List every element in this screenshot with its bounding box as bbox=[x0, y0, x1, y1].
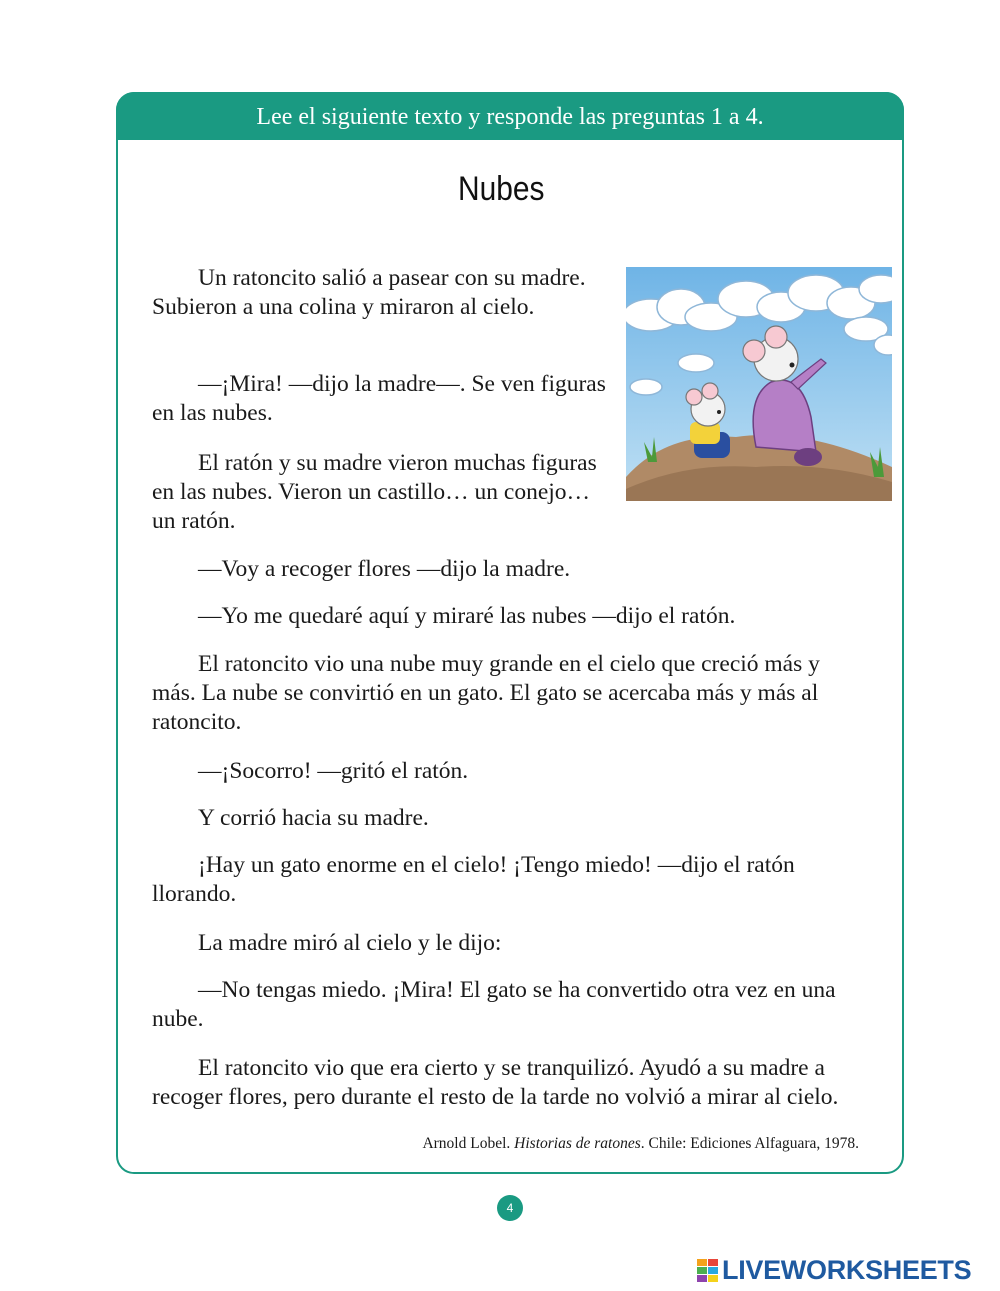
story-paragraph: El ratoncito vio que era cierto y se tranquilizó. Ayudó a su madre a recoger flores, pero durante el resto de la tarde no volvió a mirar al cielo. bbox=[152, 1055, 839, 1110]
story-paragraph: —Yo me quedaré aquí y miraré las nubes —dijo el ratón. bbox=[198, 603, 736, 629]
citation-publisher: . Chile: Ediciones Alfaguara, 1978. bbox=[640, 1135, 859, 1152]
instruction-banner: Lee el siguiente texto y responde las preguntas 1 a 4. bbox=[116, 92, 904, 140]
story-paragraph: ¡Hay un gato enorme en el cielo! ¡Tengo miedo! —dijo el ratón llorando. bbox=[152, 852, 795, 907]
story-paragraph: —No tengas miedo. ¡Mira! El gato se ha convertido otra vez en una nube. bbox=[152, 977, 836, 1032]
logo-blocks-icon bbox=[697, 1259, 719, 1283]
story-title: Nubes bbox=[457, 170, 545, 208]
story-paragraph: Un ratoncito salió a pasear con su madre. Subieron a una colina y miraron al cielo. bbox=[152, 265, 586, 320]
brand-name: LIVEWORKSHEETS bbox=[722, 1255, 972, 1285]
story-paragraph: Y corrió hacia su madre. bbox=[198, 805, 429, 831]
story-paragraph: —¡Socorro! —gritó el ratón. bbox=[198, 758, 469, 784]
story-paragraph: —¡Mira! —dijo la madre—. Se ven figuras en las nubes. bbox=[152, 371, 606, 426]
liveworksheets-logo[interactable] bbox=[697, 1255, 971, 1286]
story-paragraph: El ratón y su madre vieron muchas figuras en las nubes. Vieron un castillo… un conejo… un ratón. bbox=[152, 450, 597, 534]
citation-author: Arnold Lobel. bbox=[422, 1135, 515, 1152]
story-paragraph: La madre miró al cielo y le dijo: bbox=[198, 930, 502, 956]
story-paragraph: —Voy a recoger flores —dijo la madre. bbox=[198, 556, 571, 582]
page-number: 4 bbox=[497, 1195, 523, 1221]
citation-book-title: Historias de ratones bbox=[514, 1135, 641, 1152]
mice-on-hill-illustration bbox=[626, 267, 892, 501]
story-paragraph: El ratoncito vio una nube muy grande en el cielo que creció más y más. La nube se convirtió en un gato. El gato se acercaba más y más al ratoncito. bbox=[152, 651, 820, 735]
source-citation bbox=[422, 1135, 859, 1153]
